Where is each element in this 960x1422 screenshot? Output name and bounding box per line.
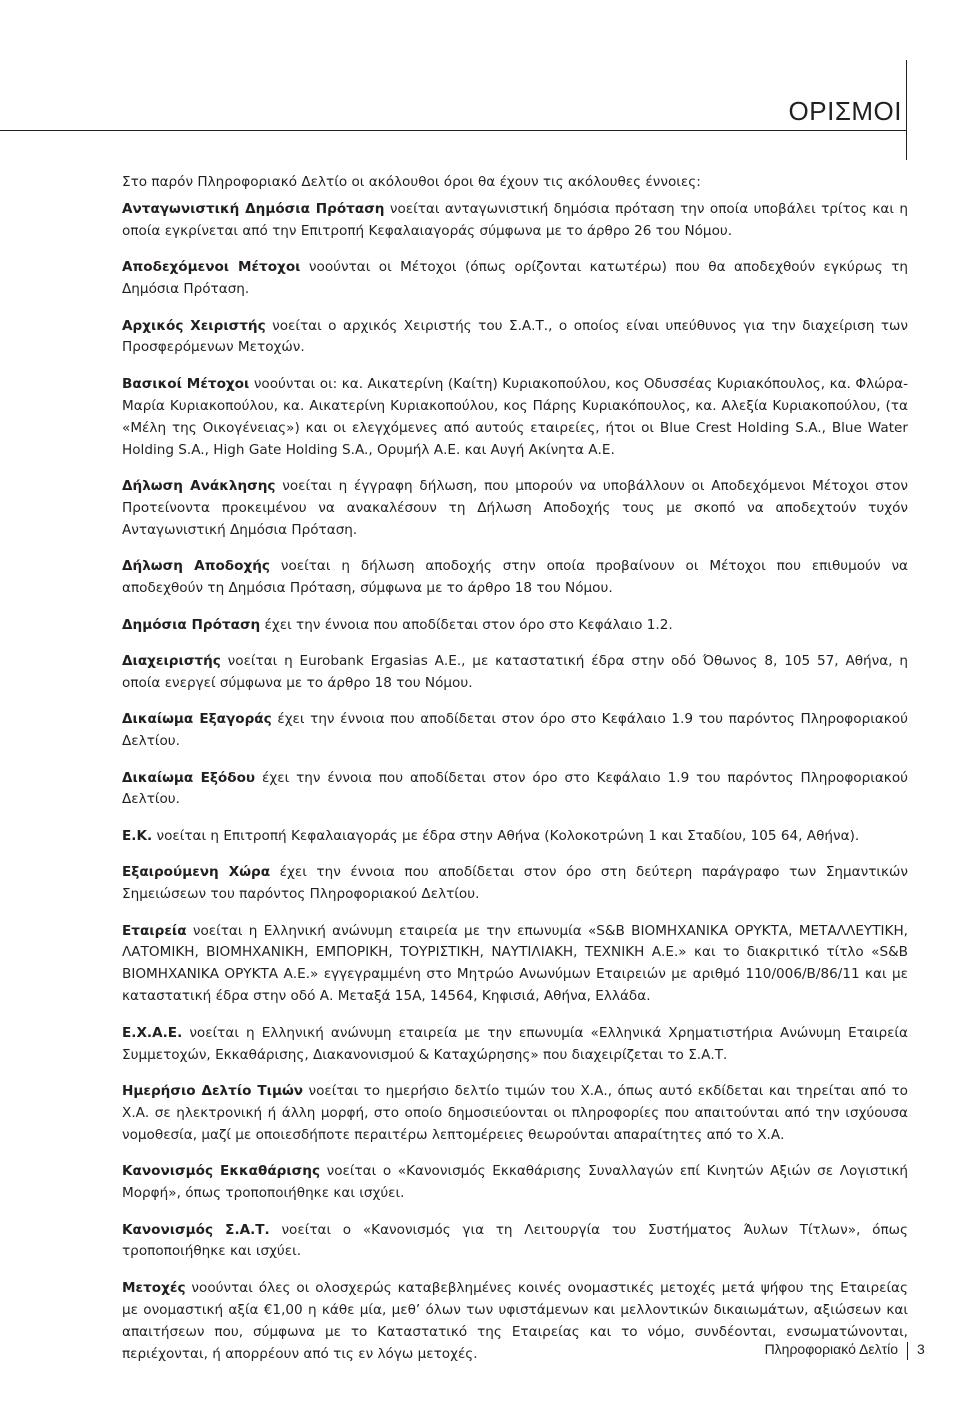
footer-label: Πληροφοριακό Δελτίο [764, 1341, 898, 1357]
definition-text: νοείται ανταγωνιστική δημόσια πρόταση την οποία υποβάλει τρίτος και η οποία εγκρίνεται από την Επιτροπή Κεφαλαιαγοράς σύμφωνα με το άρθρο 26 του Νόμου. [122, 200, 908, 239]
definition-paragraph [122, 826, 908, 848]
definition-term: Αποδεχόμενοι Μέτοχοι [122, 259, 301, 276]
definition-text: νοείται η Eurobank Ergasias Α.Ε., με καταστατική έδρα στην οδό Όθωνος 8, 105 57, Αθήνα, η οποία ενεργεί σύμφωνα με το άρθρο 18 του Νόμου. [122, 652, 908, 691]
definition-term: Ε.Κ. [122, 827, 153, 844]
definition-term: Βασικοί Μέτοχοι [122, 375, 250, 392]
definition-text: νοούνται όλες οι ολοσχερώς καταβεβλημένες κοινές ονομαστικές μετοχές μετά ψήφου της Εταιρείας με ονομαστική αξία €1,00 η κάθε μία, μεθ’ όλων των υφιστάμενων και μελλοντικών δικαιωμάτων, αξιώσεων και απαιτήσεων που, σύμφωνα με το Καταστατικό της Εταιρείας και το νόμο, συνδέονται, ενσωματώνονται, περιέχονται, ή απορρέουν από τις εν λόγω μετοχές. [122, 1279, 908, 1362]
definition-paragraph [122, 257, 908, 301]
definition-paragraph [122, 651, 908, 695]
definition-paragraph [122, 615, 908, 637]
definition-paragraph [122, 921, 908, 1009]
definition-text: έχει την έννοια που αποδίδεται στον όρο στο Κεφάλαιο 1.2. [260, 616, 673, 633]
header-horizontal-rule [0, 130, 906, 131]
definition-paragraph [122, 374, 908, 462]
definition-paragraph [122, 556, 908, 600]
definition-text: νοείται ο «Κανονισμός για τη Λειτουργία του Συστήματος Άυλων Τίτλων», όπως τροποποιήθηκε και ισχύει. [122, 1221, 908, 1260]
definition-term: Δήλωση Αποδοχής [122, 558, 270, 575]
definition-text: νοείται η Ελληνική ανώνυμη εταιρεία με την επωνυμία «Ελληνικά Χρηματιστήρια Ανώνυμη Εταιρεία Συμμετοχών, Εκκαθάρισης, Διακανονισμού & Καταχώρησης» που διαχειρίζεται το Σ.Α.Τ. [122, 1024, 908, 1063]
definition-term: Ημερήσιο Δελτίο Τιμών [122, 1083, 304, 1099]
header-vertical-rule [906, 60, 907, 160]
definition-term: Εταιρεία [122, 922, 187, 939]
definition-text: έχει την έννοια που αποδίδεται στον όρο στο Κεφάλαιο 1.9 του παρόντος Πληροφοριακού Δελτίου. [122, 769, 908, 808]
definitions-list [122, 199, 908, 1366]
definition-paragraph [122, 1023, 908, 1067]
definition-term: Δικαίωμα Εξόδου [122, 769, 256, 786]
definition-term: Εξαιρούμενη Χώρα [122, 864, 271, 881]
definition-paragraph [122, 1081, 908, 1147]
definition-text: νοείται η έγγραφη δήλωση, που μπορούν να υποβάλλουν οι Αποδεχόμενοι Μέτοχοι στον Προτείνοντα προκειμένου να ανακαλέσουν τη Δήλωση Αποδοχής τους με σκοπό να αποδεχτούν τυχόν Ανταγωνιστική Δημόσια Πρόταση. [122, 477, 908, 538]
definition-text: νοείται η Ελληνική ανώνυμη εταιρεία με την επωνυμία «S&B ΒΙΟΜΗΧΑΝΙΚΑ ΟΡΥΚΤΑ, ΜΕΤΑΛΛΕΥΤΙΚΗ, ΛΑΤΟΜΙΚΗ, ΒΙΟΜΗΧΑΝΙΚΗ, ΕΜΠΟΡΙΚΗ, ΤΟΥΡΙΣΤΙΚΗ, ΝΑΥΤΙΛΙΑΚΗ, ΤΕΧΝΙΚΗ Α.Ε.» και το διακριτικό τίτλο «S&B ΒΙΟΜΗΧΑΝΙΚΑ ΟΡΥΚΤΑ Α.Ε.» εγγεγραμμένη στο Μητρώο Ανωνύμων Εταιρειών με αριθμό 110/006/Β/86/11 και με καταστατική έδρα στην οδό Α. Μεταξά 15Α, 14564, Κηφισιά, Αθήνα, Ελλάδα. [122, 922, 908, 1005]
intro-text: Στο παρόν Πληροφοριακό Δελτίο οι ακόλουθοι όροι θα έχουν τις ακόλουθες έννοιες: [122, 174, 701, 190]
definition-term: Ανταγωνιστική Δημόσια Πρόταση [122, 200, 385, 217]
definition-paragraph [122, 862, 908, 906]
definition-paragraph [122, 476, 908, 542]
definition-paragraph [122, 1220, 908, 1264]
page-footer [0, 1341, 960, 1361]
definition-text: νοείται ο «Κανονισμός Εκκαθάρισης Συναλλαγών επί Κινητών Αξιών σε Λογιστική Μορφή», όπως τροποποιήθηκε και ισχύει. [122, 1163, 909, 1202]
definition-text: νοείται ο αρχικός Χειριστής του Σ.Α.Τ., ο οποίος είναι υπεύθυνος για την διαχείριση των Προσφερόμενων Μετοχών. [122, 317, 908, 356]
definition-paragraph [122, 709, 908, 753]
definition-paragraph [122, 199, 908, 243]
definition-term: Ε.Χ.Α.Ε. [122, 1024, 183, 1041]
document-body [122, 172, 908, 1380]
definition-text: έχει την έννοια που αποδίδεται στον όρο στη δεύτερη παράγραφο των Σημαντικών Σημειώσεων του παρόντος Πληροφοριακού Δελτίου. [122, 864, 909, 903]
definition-term: Δήλωση Ανάκλησης [122, 477, 276, 494]
definition-text: νοούνται οι Μέτοχοι (όπως ορίζονται κατωτέρω) που θα αποδεχθούν εγκύρως τη Δημόσια Πρόταση. [122, 259, 908, 298]
page-number: 3 [917, 1341, 925, 1357]
definition-paragraph [122, 1161, 908, 1205]
definition-text: νοείται η Επιτροπή Κεφαλαιαγοράς με έδρα στην Αθήνα (Κολοκοτρώνη 1 και Σταδίου, 105 64, Αθήνα). [152, 827, 860, 844]
definition-term: Διαχειριστής [122, 652, 221, 669]
page-title: ΟΡΙΣΜΟΙ [788, 96, 902, 126]
definition-text: έχει την έννοια που αποδίδεται στον όρο στο Κεφάλαιο 1.9 του παρόντος Πληροφοριακού Δελτίου. [122, 711, 908, 750]
definition-term: Αρχικός Χειριστής [122, 317, 266, 334]
definition-text: νοείται η δήλωση αποδοχής στην οποία προβαίνουν οι Μέτοχοι που επιθυμούν να αποδεχθούν τη Δημόσια Πρόταση, σύμφωνα με το άρθρο 18 του Νόμου. [122, 558, 908, 597]
definition-paragraph [122, 316, 908, 360]
definition-term: Δικαίωμα Εξαγοράς [122, 711, 272, 728]
definition-term: Κανονισμός Σ.Α.Τ. [122, 1221, 270, 1238]
definition-paragraph [122, 768, 908, 812]
definition-text: νοούνται οι: κα. Αικατερίνη (Καίτη) Κυριακοπούλου, κος Οδυσσέας Κυριακόπουλος, κα. Φλώρα-Μαρία Κυριακοπούλου, κα. Αικατερίνη Κυριακοπούλου, κος Πάρης Κυριακόπουλος, κα. Αλεξία Κυριακοπούλου, (τα «Μέλη της Οικογένειας») και οι ελεγχόμενες από αυτούς εταιρείες, ήτοι οι Blue Crest Holding S.A., Blue Water Holding S.A., High Gate Holding S.A., Ορυμήλ Α.Ε. και Αυγή Ακίνητα Α.Ε. [122, 375, 908, 458]
definition-term: Μετοχές [122, 1279, 186, 1296]
definition-term: Κανονισμός Εκκαθάρισης [122, 1163, 321, 1180]
definition-text: νοείται το ημερήσιο δελτίο τιμών του Χ.Α., όπως αυτό εκδίδεται και τηρείται από το Χ.Α. σε ηλεκτρονική ή άλλη μορφή, στο οποίο δημοσιεύονται οι πληροφορίες που απαιτούνται από την ισχύουσα νομοθεσία, μαζί με οποιεσδήποτε περαιτέρω λεπτομέρειες θεωρούνται απαραίτητες από το Χ.Α. [122, 1083, 908, 1143]
footer-separator [907, 1342, 908, 1360]
definition-term: Δημόσια Πρόταση [122, 616, 261, 633]
